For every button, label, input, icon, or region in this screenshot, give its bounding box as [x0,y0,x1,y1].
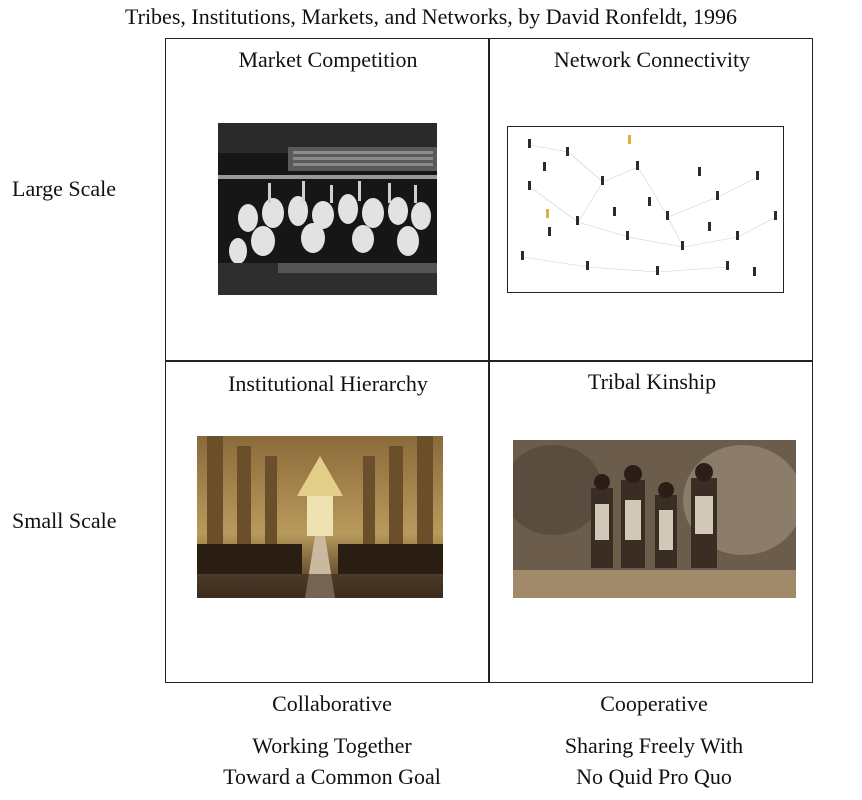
figure-title: Tribes, Institutions, Markets, and Networks, by David Ronfeldt, 1996 [124,4,738,29]
column-desc-line2-left: Toward a Common Goal [223,764,441,789]
column-desc-line1-left: Working Together [252,733,412,758]
cell-title-network-connectivity: Network Connectivity [553,47,751,72]
grid-horizontal-divider [166,360,812,362]
row-label-small-scale: Small Scale [12,508,117,533]
column-desc-line1-right: Sharing Freely With [564,733,744,758]
institutional-hierarchy-photo [197,436,443,598]
tribal-kinship-photo [513,440,796,598]
cell-title-market-competition: Market Competition [238,47,418,72]
cell-title-tribal-kinship: Tribal Kinship [587,369,717,394]
network-connectivity-photo [507,126,784,293]
market-competition-photo [218,123,437,295]
column-desc-line2-right: No Quid Pro Quo [576,764,732,789]
column-label-cooperative: Cooperative [600,691,708,716]
quadrant-grid [165,38,813,683]
row-label-large-scale: Large Scale [12,176,117,201]
cell-title-institutional-hierarchy: Institutional Hierarchy [228,371,428,396]
column-label-collaborative: Collaborative [272,691,392,716]
